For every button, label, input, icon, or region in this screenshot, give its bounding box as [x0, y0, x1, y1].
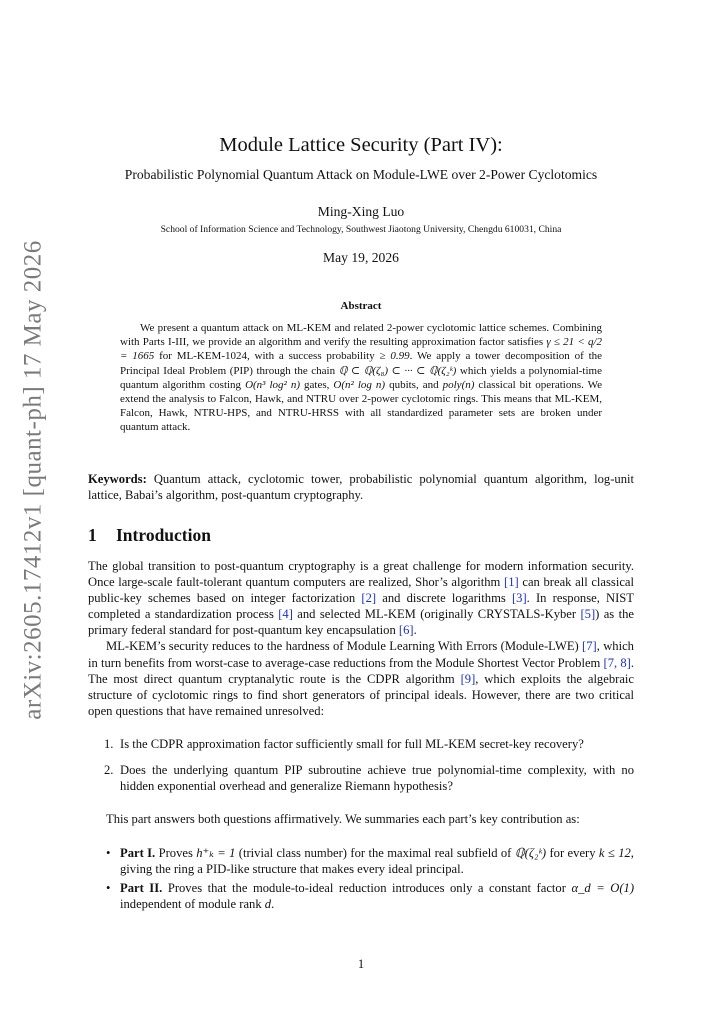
keywords-text: Quantum attack, cyclotomic tower, probabilistic polynomial quantum algorithm, log-unit lattice, Babai’s algorithm, post-quantum cryptography.	[88, 472, 634, 502]
math-approx-factor: γ ≤ 21 < q/2 = 1665	[120, 336, 602, 363]
arxiv-identifier: arXiv:2605.17412v1 [quant-ph] 17 May 2026	[20, 240, 47, 720]
math-field-chain: ℚ ⊂ ℚ(ζ₈) ⊂ ··· ⊂ ℚ(ζ₂ᵏ)	[338, 364, 457, 377]
math-success-prob: ≥ 0.99	[379, 350, 410, 363]
intro-paragraph-1: The global transition to post-quantum cryptography is a great challenge for modern information security. Once large-scale fault-tolerant quantum computers are realized, Shor’s algorithm [1] can break all classical public-key schemes based on integer factorization [2] and discrete logarithms [3]. In response, NIST completed a standardization process [4] and selected ML-KEM (originally CRYSTALS-Kyber [5]) as the primary federal standard for post-quantum key encapsulation [6].	[88, 559, 635, 638]
paper-title: Module Lattice Security (Part IV):	[219, 134, 503, 156]
list-item: 1. Is the CDPR approximation factor sufficiently small for full ML-KEM secret-key recovery?	[104, 737, 584, 751]
list-item: • Part I. Proves h⁺ₖ = 1 (trivial class number) for the maximal real subfield of ℚ(ζ₂ᵏ) for every k ≤ 12, giving the ring a PID-like structure that makes every ideal principal.	[106, 846, 634, 877]
introduction-body	[88, 558, 634, 719]
paper-subtitle: Probabilistic Polynomial Quantum Attack on Module-LWE over 2-Power Cyclotomics	[124, 167, 598, 182]
keywords	[88, 471, 634, 503]
paper-date: May 19, 2026	[323, 250, 399, 265]
math-qubit-cost: O(n² log n)	[333, 378, 386, 391]
contributions-list	[88, 845, 634, 915]
citation-link[interactable]: [3]	[511, 591, 527, 606]
author-name: Ming-Xing Luo	[317, 204, 405, 219]
answer-paragraph: This part answers both questions affirmatively. We summaries each part’s key contribution as:	[106, 812, 580, 826]
intro-paragraph-2: ML-KEM’s security reduces to the hardness of Module Learning With Errors (Module-LWE) [7], which in turn benefits from worst-case to average-case reductions from the Module Shortest Vector Problem [7, 8]. The most direct quantum cryptanalytic route is the CDPR algorithm [9], which exploits the algebraic structure of cyclotomic rings to find short generators of principal ideals. However, there are two critical open questions that have remained unresolved:	[88, 639, 634, 718]
math-gate-cost: O(n³ log² n)	[245, 378, 301, 391]
list-item: • Part II. Proves that the module-to-ideal reduction introduces only a constant factor α_d = O(1) independent of module rank d.	[106, 881, 635, 912]
citation-link[interactable]: [1]	[504, 575, 519, 590]
citation-link[interactable]: [4]	[278, 607, 293, 622]
citation-link[interactable]: [5]	[580, 607, 596, 622]
citation-link[interactable]: [7, 8]	[603, 655, 631, 670]
math-classical-cost: poly(n)	[442, 378, 475, 391]
citation-link[interactable]: [7]	[582, 639, 597, 654]
page-number: 1	[357, 957, 365, 971]
citation-link[interactable]: [6]	[398, 623, 414, 638]
keywords-label: Keywords:	[88, 472, 147, 486]
open-questions-list	[88, 736, 634, 804]
abstract-heading: Abstract	[340, 300, 382, 312]
section-heading-introduction: 1 Introduction	[88, 525, 211, 545]
citation-link[interactable]: [2]	[361, 591, 377, 606]
abstract-body: We present a quantum attack on ML-KEM and related 2-power cyclotomic lattice schemes. Combining with Parts I-III, we provide an algorithm and verify the resulting approximation factor satisfies γ ≤ 21 < q/2 = 1665 for ML-KEM-1024, with a success probability ≥ 0.99. We apply a tower decomposition of the Principal Ideal Problem (PIP) through the chain ℚ ⊂ ℚ(ζ₈) ⊂ ··· ⊂ ℚ(ζ₂ᵏ) which yields a polynomial-time quantum algorithm costing O(n³ log² n) gates, O(n² log n) qubits, and poly(n) classical bit operations. We extend the analysis to Falcon, Hawk, and NTRU over 2-power cyclotomic rings. This means that ML-KEM, Falcon, Hawk, NTRU-HPS, and NTRU-HRSS with all standardized parameter sets are broken under quantum attack.	[120, 322, 603, 434]
citation-link[interactable]: [9]	[460, 671, 476, 686]
list-item: 2. Does the underlying quantum PIP subroutine achieve true polynomial-time complexity, with no hidden exponential overhead and generalize Riemann hypothesis?	[104, 763, 634, 794]
arxiv-sidebar	[12, 240, 56, 720]
author-affiliation: School of Information Science and Technology, Southwest Jiaotong University, Chengdu 610031, China	[160, 224, 562, 235]
